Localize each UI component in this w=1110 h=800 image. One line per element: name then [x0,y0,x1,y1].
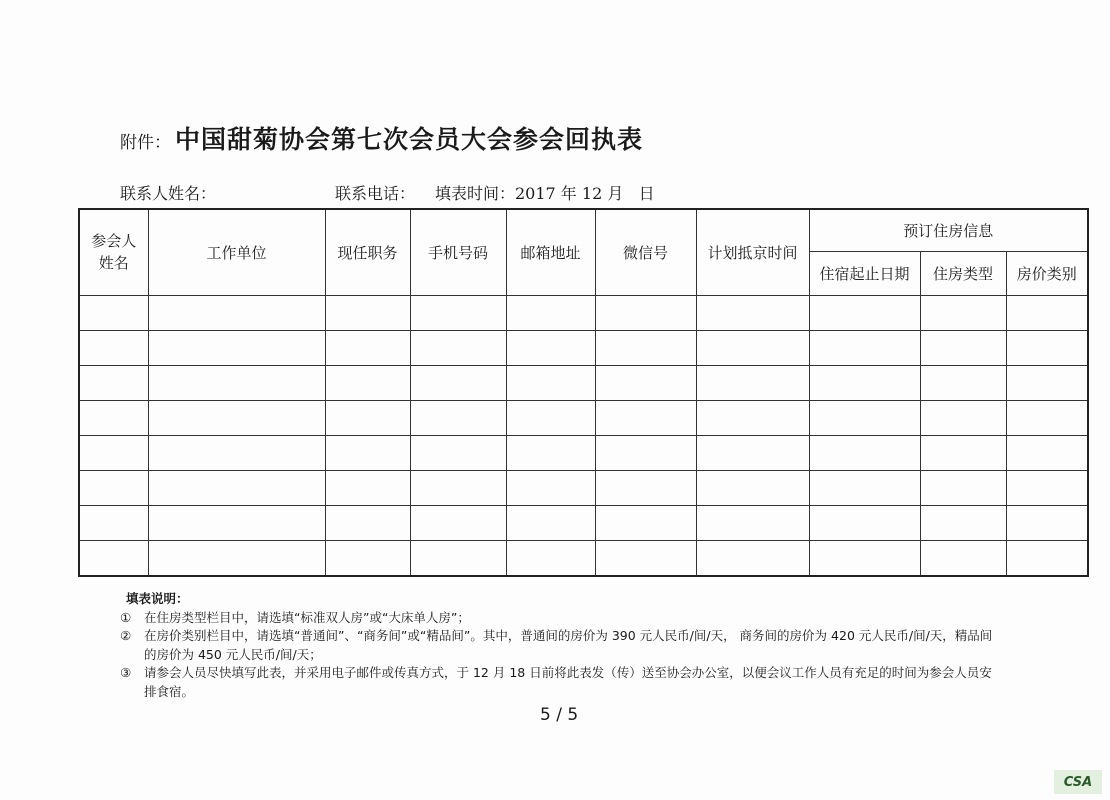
table-row [79,436,1088,471]
table-row [79,365,1088,400]
instruction-item [120,664,1000,701]
table-cell [1006,330,1088,365]
table-row [79,400,1088,435]
col-header-email: 邮箱地址 [506,209,595,295]
table-cell [325,330,410,365]
table-cell [148,541,325,576]
table-cell [595,400,696,435]
table-cell [595,436,696,471]
table-cell [809,365,920,400]
table-cell [410,295,506,330]
table-cell [1006,400,1088,435]
table-cell [1006,471,1088,506]
table-cell [595,541,696,576]
table-cell [809,330,920,365]
contact-name-label: 联系人姓名： [120,184,217,203]
table-cell [1006,295,1088,330]
table-row [79,330,1088,365]
col-header-price-category: 房价类别 [1006,251,1088,295]
table-cell [506,506,595,541]
table-cell [79,436,148,471]
table-cell [595,330,696,365]
table-cell [696,330,809,365]
table-cell [696,471,809,506]
table-cell [920,471,1006,506]
col-header-position: 现任职务 [325,209,410,295]
table-cell [506,436,595,471]
instruction-text: 在房价类别栏目中，请选填“普通间”、“商务间”或“精品间”。其中，普通间的房价为 390 元人民币/间/天， 商务间的房价为 420 元人民币/间/天，精品间的房价为 450 元人民币/间/天； [144,628,993,662]
table-cell [79,295,148,330]
table-cell [148,436,325,471]
table-cell [920,295,1006,330]
instruction-number: ① [120,609,132,625]
table-cell [809,436,920,471]
table-cell [1006,541,1088,576]
table-body [79,295,1088,576]
table-cell [1006,365,1088,400]
table-cell [595,295,696,330]
contact-phone-label: 联系电话： [335,184,416,203]
table-cell [325,295,410,330]
table-cell [809,541,920,576]
table-cell [79,541,148,576]
instruction-item [120,627,1000,664]
table-cell [410,541,506,576]
table-cell [506,365,595,400]
table-cell [506,541,595,576]
instructions [120,590,1000,701]
table-cell [148,330,325,365]
table-cell [148,471,325,506]
registration-table [78,208,1089,577]
table-cell [1006,506,1088,541]
title-row [120,120,643,156]
col-header-arrival-time: 计划抵京时间 [696,209,809,295]
table-cell [148,400,325,435]
table-cell [325,471,410,506]
instruction-number: ② [120,628,132,643]
table-cell [595,365,696,400]
col-header-stay-dates: 住宿起止日期 [809,251,920,295]
table-cell [920,541,1006,576]
table-cell [1006,436,1088,471]
table-cell [79,365,148,400]
table-cell [506,295,595,330]
table-cell [696,541,809,576]
instruction-text: 在住房类型栏目中，请选填“标准双人房”或“大床单人房”； [144,609,470,625]
col-header-room-type: 住房类型 [920,251,1006,295]
table-cell [506,471,595,506]
col-header-name: 参会人姓名 [79,209,148,295]
instruction-text: 请参会人员尽快填写此表，并采用电子邮件或传真方式，于 12 月 18 日前将此表发（传）送至协会办公室，以便会议工作人员有充足的时间为参会人员安排食宿。 [144,665,992,699]
col-header-booking-group: 预订住房信息 [809,209,1088,251]
table-cell [148,506,325,541]
table-cell [410,506,506,541]
csa-logo: CSA [1054,770,1102,794]
table-cell [79,400,148,435]
table-cell [920,436,1006,471]
table-cell [809,400,920,435]
table-cell [696,436,809,471]
instruction-number: ③ [120,665,132,680]
table-cell [79,506,148,541]
col-header-wechat: 微信号 [595,209,696,295]
table-cell [696,295,809,330]
table-cell [696,365,809,400]
instructions-title: 填表说明： [126,591,189,606]
document-title: 中国甜菊协会第七次会员大会参会回执表 [175,125,644,154]
table-cell [325,506,410,541]
table-cell [410,365,506,400]
table-cell [809,295,920,330]
table-cell [410,400,506,435]
table-cell [920,400,1006,435]
page-number: 5 / 5 [540,705,579,725]
table-cell [325,541,410,576]
table-cell [410,436,506,471]
table-cell [410,330,506,365]
table-cell [920,506,1006,541]
info-row [120,181,655,204]
table-cell [79,330,148,365]
fill-date-label: 填表时间：2017 年 12 月 日 [435,184,655,203]
col-header-work-unit: 工作单位 [148,209,325,295]
table-cell [325,365,410,400]
col-header-mobile: 手机号码 [410,209,506,295]
table-cell [595,506,696,541]
table-cell [148,295,325,330]
table-cell [325,436,410,471]
table-cell [920,330,1006,365]
table-cell [506,330,595,365]
table-cell [595,471,696,506]
table-cell [696,506,809,541]
table-cell [920,365,1006,400]
attachment-label: 附件： [120,133,171,153]
table-row [79,541,1088,576]
table-cell [809,471,920,506]
table-cell [325,400,410,435]
instruction-item [120,609,1000,628]
table-row [79,295,1088,330]
table-cell [809,506,920,541]
table-row [79,506,1088,541]
table-cell [506,400,595,435]
table-row [79,471,1088,506]
table-cell [79,471,148,506]
table-cell [148,365,325,400]
table-cell [410,471,506,506]
table-cell [696,400,809,435]
